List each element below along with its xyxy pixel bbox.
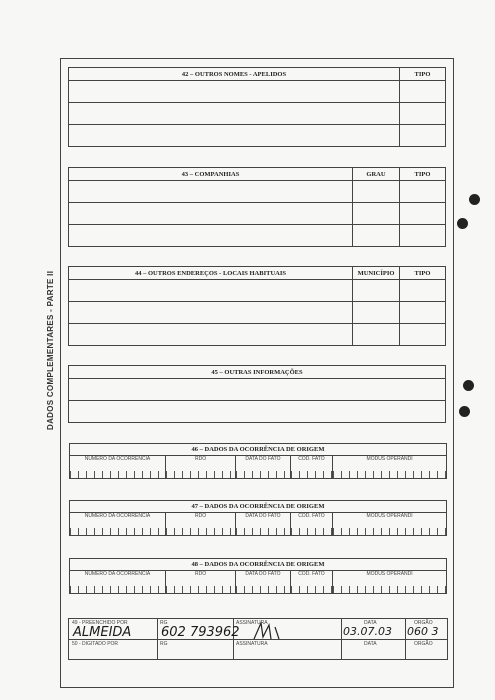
section-44-col-municipio: MUNICÍPIO — [353, 267, 400, 280]
occ-col-label: DATA DO FATO — [245, 513, 281, 519]
section-43-field[interactable] — [69, 225, 353, 247]
section-43-field[interactable] — [353, 225, 400, 247]
rg-value: 602 793962 — [161, 625, 240, 640]
section-44-field[interactable] — [353, 302, 400, 324]
section-42-field[interactable] — [69, 81, 400, 103]
occ-col-label: NÚMERO DA OCORRÊNCIA — [84, 456, 151, 462]
section-43-field[interactable] — [400, 203, 446, 225]
section-44-field[interactable] — [69, 324, 353, 346]
section-42-field[interactable] — [69, 103, 400, 125]
section-42-field[interactable] — [400, 125, 446, 147]
occ-rdo-field[interactable] — [166, 571, 236, 593]
occ-modus-field[interactable] — [333, 456, 446, 478]
section-44-field[interactable] — [353, 280, 400, 302]
label-data: DATA — [364, 620, 377, 626]
section-44-field[interactable] — [69, 280, 353, 302]
section-44-field[interactable] — [400, 324, 446, 346]
section-43-field[interactable] — [400, 181, 446, 203]
section-42-title: 42 – OUTROS NOMES - APELIDOS — [69, 68, 400, 81]
occ-number-field[interactable] — [70, 456, 166, 478]
section-48-title: 48 – DADOS DA OCORRÊNCIA DE ORIGEM — [70, 559, 446, 571]
occ-col-label: MODUS OPERANDI — [366, 456, 413, 462]
label-assinatura: ASSINATURA — [236, 620, 268, 626]
side-label: DADOS COMPLEMENTARES - PARTE II — [46, 270, 55, 430]
occ-col-label: RDO — [195, 456, 207, 462]
section-45-table — [68, 365, 446, 423]
signature-scribble — [249, 619, 289, 643]
occ-col-label: NÚMERO DA OCORRÊNCIA — [84, 513, 151, 519]
occ-col-label: COD. FATO — [298, 456, 325, 462]
label-rg: RG — [160, 620, 168, 626]
section-44-title: 44 – OUTROS ENDEREÇOS - LOCAIS HABITUAIS — [69, 267, 353, 280]
section-43-field[interactable] — [353, 203, 400, 225]
occ-rdo-field[interactable] — [166, 513, 236, 535]
section-43-table — [68, 167, 446, 247]
occ-date-field[interactable] — [236, 513, 290, 535]
section-44-field[interactable] — [400, 280, 446, 302]
punch-hole-icon — [469, 194, 480, 205]
occ-col-label: COD. FATO — [298, 571, 325, 577]
section-42-field[interactable] — [400, 103, 446, 125]
section-42-field[interactable] — [69, 125, 400, 147]
preenchido-value: ALMEIDA — [73, 625, 132, 640]
section-43-title: 43 – COMPANHIAS — [69, 168, 353, 181]
section-47 — [69, 500, 447, 536]
label-50: 50 - DIGITADO POR — [72, 641, 119, 647]
section-43-field[interactable] — [400, 225, 446, 247]
section-46 — [69, 443, 447, 479]
occ-col-label: COD. FATO — [298, 513, 325, 519]
section-44-col-tipo: TIPO — [400, 267, 446, 280]
occ-modus-field[interactable] — [333, 571, 446, 593]
occ-col-label: MODUS OPERANDI — [366, 571, 413, 577]
label-assinatura-2: ASSINATURA — [236, 641, 268, 647]
section-45-field[interactable] — [69, 401, 446, 423]
occ-date-field[interactable] — [236, 456, 290, 478]
occ-rdo-field[interactable] — [166, 456, 236, 478]
section-44-field[interactable] — [353, 324, 400, 346]
punch-hole-icon — [457, 218, 468, 229]
section-43-field[interactable] — [353, 181, 400, 203]
label-orgao-2: ORGÃO — [414, 641, 433, 647]
punch-hole-icon — [463, 380, 474, 391]
section-45-title: 45 – OUTRAS INFORMAÇÕES — [69, 366, 446, 379]
occ-col-label: RDO — [195, 571, 207, 577]
section-46-title: 46 – DADOS DA OCORRÊNCIA DE ORIGEM — [70, 444, 446, 456]
section-45-field[interactable] — [69, 379, 446, 401]
occ-code-field[interactable] — [291, 571, 334, 593]
occ-number-field[interactable] — [70, 513, 166, 535]
occ-col-label: MODUS OPERANDI — [366, 513, 413, 519]
section-44-field[interactable] — [400, 302, 446, 324]
label-49: 49 - PREENCHIDO POR — [72, 620, 128, 626]
occ-modus-field[interactable] — [333, 513, 446, 535]
section-44-table — [68, 266, 446, 346]
occ-number-field[interactable] — [70, 571, 166, 593]
occ-code-field[interactable] — [291, 513, 334, 535]
label-orgao: ORGÃO — [414, 620, 433, 626]
section-48 — [69, 558, 447, 594]
section-43-col-tipo: TIPO — [400, 168, 446, 181]
occ-col-label: NÚMERO DA OCORRÊNCIA — [84, 571, 151, 577]
section-42-col-tipo: TIPO — [400, 68, 446, 81]
occ-col-label: DATA DO FATO — [245, 571, 281, 577]
section-43-col-grau: GRAU — [353, 168, 400, 181]
data-value: 03.07.03 — [343, 625, 392, 638]
punch-hole-icon — [459, 406, 470, 417]
occ-date-field[interactable] — [236, 571, 290, 593]
occ-col-label: RDO — [195, 513, 207, 519]
footer-block — [68, 618, 448, 660]
label-data-2: DATA — [364, 641, 377, 647]
section-43-field[interactable] — [69, 181, 353, 203]
orgao-value: 060 3 — [407, 625, 439, 638]
section-44-field[interactable] — [69, 302, 353, 324]
occ-code-field[interactable] — [291, 456, 334, 478]
occ-col-label: DATA DO FATO — [245, 456, 281, 462]
section-42-table — [68, 67, 446, 147]
section-47-title: 47 – DADOS DA OCORRÊNCIA DE ORIGEM — [70, 501, 446, 513]
section-42-field[interactable] — [400, 81, 446, 103]
section-43-field[interactable] — [69, 203, 353, 225]
label-rg-2: RG — [160, 641, 168, 647]
